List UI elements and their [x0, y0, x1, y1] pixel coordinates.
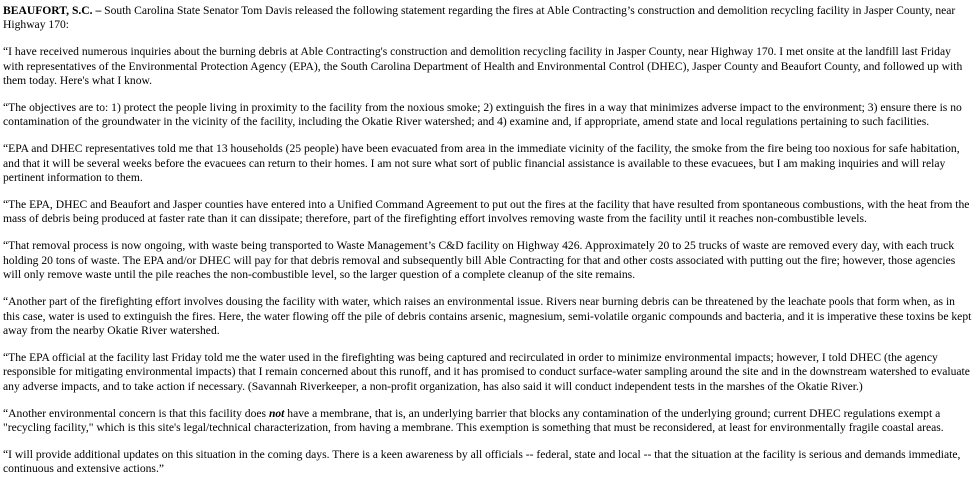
paragraph-membrane: [3, 407, 974, 436]
paragraph-evacuation: “EPA and DHEC representatives told me that 13 households (25 people) have been evacuated from area in the immediate vicinity of the facility, the smoke from the fire being too noxious for safe habitation, and that it will be several weeks before the evacuees can return to their homes. I am not sure what sort of public financial assistance is available to these evacuees, but I am making inquiries and will relay pertinent information to them.: [3, 142, 960, 185]
paragraph-objectives: “The objectives are to: 1) protect the people living in proximity to the facility from the noxious smoke; 2) extinguish the fires in a way that minimizes adverse impact to the environment; 3) ensure there is no contamination of the groundwater in the vicinity of the facility, including the Okatie River watershed; and 4) examine and, if appropriate, amend state and local regulations pertaining to such facilities.: [3, 101, 962, 129]
paragraph-runoff-concern: “The EPA official at the facility last Friday told me the water used in the firefighting was being captured and recirculated in order to minimize environmental impacts; however, I told DHEC (the agency responsible for mitigating environmental impacts) that I remain concerned about this runoff, and it has promised to conduct surface-water sampling around the site and in the downstream watershed to evaluate any adverse impacts, and to take action if necessary. (Savannah Riverkeeper, a non-profit organization, has also said it will conduct independent tests in the marshes of the Okatie River.): [3, 350, 970, 393]
dateline: BEAUFORT, S.C. –: [3, 4, 102, 17]
paragraph-unified-command: “The EPA, DHEC and Beaufort and Jasper counties have entered into a Unified Command Agreement to put out the fires at the facility that have resulted from spontaneous combustions, with the heat from the mass of debris being produced at faster rate than it can dissipate; therefore, part of the firefighting effort involves removing waste from the facility until it reaches non-combustible levels.: [3, 198, 970, 226]
paragraph-removal-process: “That removal process is now ongoing, with waste being transported to Waste Management’s C&D facility on Highway 426. Approximately 20 to 25 trucks of waste are removed every day, with each truck holding 20 tons of waste. The EPA and/or DHEC will pay for that debris removal and subsequently bill Able Contracting for that and other costs associated with putting out the fire; however, those agencies will only remove waste until the pile reaches the non-combustible level, so the larger question of a complete cleanup of the site remains.: [3, 239, 956, 282]
paragraph-inquiries: “I have received numerous inquiries about the burning debris at Able Contracting's construction and demolition recycling facility in Jasper County, near Highway 170. I met onsite at the landfill last Friday with representatives of the Environmental Protection Agency (EPA), the South Carolina Department of Health and Environmental Control (DHEC), Jasper County and Beaufort County, and followed up with them today. Here's what I know.: [3, 45, 963, 88]
membrane-text-before: “Another environmental concern is that this facility does: [3, 406, 269, 420]
membrane-emphasis: not: [268, 406, 285, 420]
paragraph-closing: “I will provide additional updates on this situation in the coming days. There is a keen awareness by all officials -- federal, state and local -- that the situation at the facility is serious and demands immediate, continuous and extensive actions.”: [3, 447, 961, 476]
intro-text: South Carolina State Senator Tom Davis released the following statement regarding the fires at Able Contracting’s construction and demolition recycling facility in Jasper County, near Highway 170:: [3, 4, 956, 32]
membrane-text-after: have a membrane, that is, an underlying barrier that blocks any contamination of the underlying ground; current DHEC regulations exempt a "recycling facility," which is this site's legal/technical characterization, from having a membrane. This exemption is something that must be reconsidered, at least for environmentally fragile coastal areas.: [3, 406, 944, 434]
paragraph-water-dousing: “Another part of the firefighting effort involves dousing the facility with water, which raises an environmental issue. Rivers near burning debris can be threatened by the leachate pools that form when, as in this case, water is used to extinguish the fires. Here, the water flowing off the pile of debris contains arsenic, magnesium, semi-volatile organic compounds and bacteria, and it is imperative these toxins be kept away from the nearby Okatie River watershed.: [3, 295, 972, 337]
intro-paragraph: [3, 4, 974, 33]
